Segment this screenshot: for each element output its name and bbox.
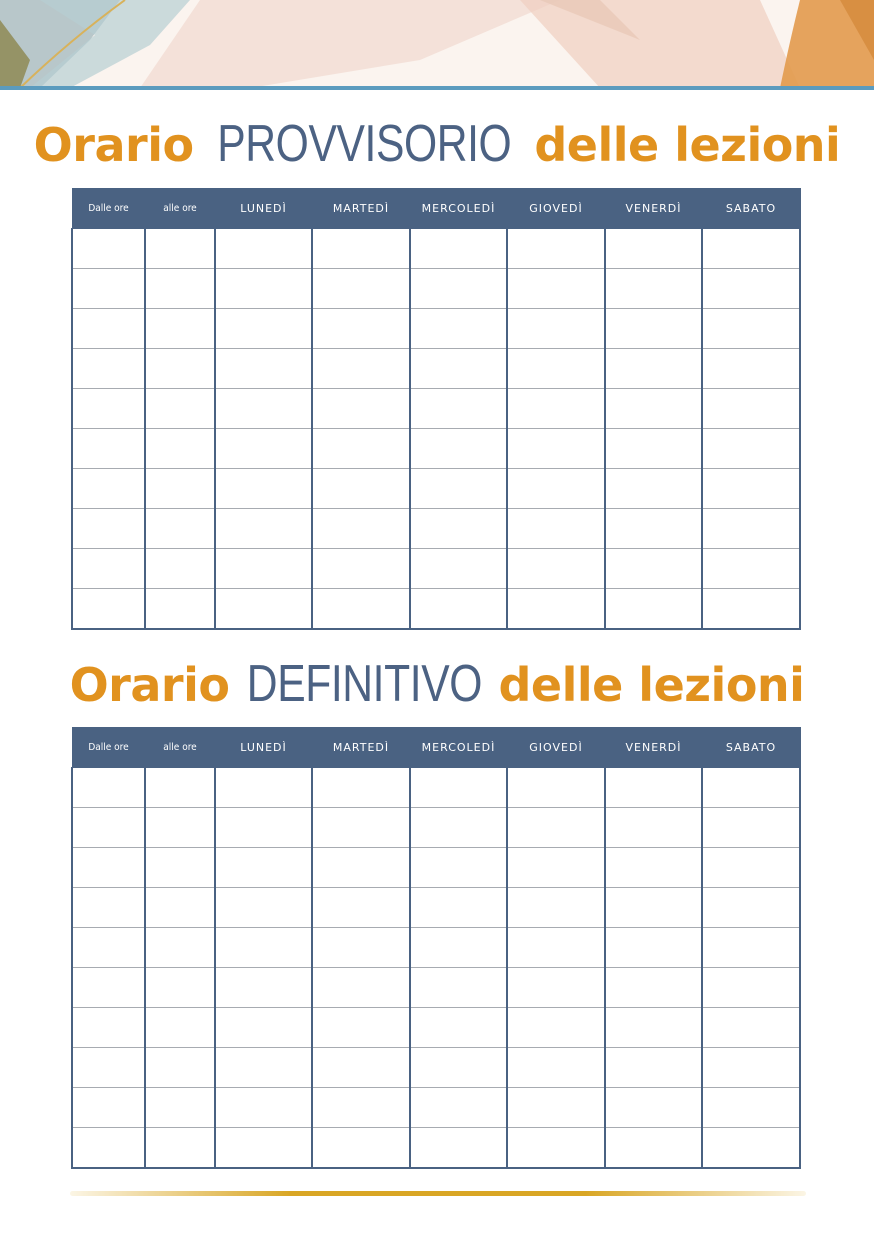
col-header-to: alle ore [145,728,215,768]
title-provisional [0,115,874,173]
cell-thursday[interactable] [507,549,605,589]
cell-thursday[interactable] [507,349,605,389]
cell-to[interactable] [145,1088,215,1128]
table-row [72,928,800,968]
cell-to[interactable] [145,848,215,888]
cell-thursday[interactable] [507,469,605,509]
cell-from[interactable] [72,469,145,509]
cell-to[interactable] [145,469,215,509]
cell-to[interactable] [145,768,215,808]
title-definitive [0,655,874,713]
title-provisional-pre: Orario [33,118,194,172]
cell-wednesday[interactable] [410,309,507,349]
title-definitive-main: DEFINITIVO [246,655,482,713]
cell-monday[interactable] [215,269,312,309]
cell-from[interactable] [72,429,145,469]
watercolor-banner [0,0,874,92]
cell-thursday[interactable] [507,848,605,888]
cell-monday[interactable] [215,229,312,269]
cell-from[interactable] [72,229,145,269]
cell-tuesday[interactable] [312,429,410,469]
col-header-wednesday: MERCOLEDÌ [410,189,507,229]
cell-wednesday[interactable] [410,968,507,1008]
cell-monday[interactable] [215,589,312,630]
table-row [72,509,800,549]
cell-from[interactable] [72,768,145,808]
table-row [72,589,800,630]
table-row [72,429,800,469]
cell-saturday[interactable] [702,888,800,928]
col-header-friday: VENERDÌ [605,189,702,229]
cell-from[interactable] [72,848,145,888]
col-header-friday: VENERDÌ [605,728,702,768]
cell-saturday[interactable] [702,349,800,389]
cell-monday[interactable] [215,309,312,349]
cell-friday[interactable] [605,349,702,389]
cell-monday[interactable] [215,848,312,888]
cell-wednesday[interactable] [410,389,507,429]
cell-tuesday[interactable] [312,848,410,888]
cell-thursday[interactable] [507,928,605,968]
cell-saturday[interactable] [702,1008,800,1048]
cell-tuesday[interactable] [312,589,410,630]
cell-saturday[interactable] [702,848,800,888]
cell-wednesday[interactable] [410,848,507,888]
title-provisional-main: PROVVISORIO [216,115,511,173]
cell-from[interactable] [72,269,145,309]
cell-from[interactable] [72,589,145,630]
cell-wednesday[interactable] [410,888,507,928]
cell-from[interactable] [72,549,145,589]
cell-monday[interactable] [215,1008,312,1048]
cell-friday[interactable] [605,269,702,309]
cell-tuesday[interactable] [312,269,410,309]
cell-tuesday[interactable] [312,389,410,429]
cell-to[interactable] [145,808,215,848]
cell-thursday[interactable] [507,768,605,808]
cell-saturday[interactable] [702,429,800,469]
cell-to[interactable] [145,589,215,630]
cell-saturday[interactable] [702,589,800,630]
cell-wednesday[interactable] [410,549,507,589]
cell-to[interactable] [145,549,215,589]
cell-friday[interactable] [605,509,702,549]
table-row [72,389,800,429]
cell-wednesday[interactable] [410,229,507,269]
cell-thursday[interactable] [507,309,605,349]
table-row [72,808,800,848]
title-provisional-post: delle lezioni [534,118,841,172]
cell-monday[interactable] [215,1128,312,1169]
cell-wednesday[interactable] [410,928,507,968]
cell-monday[interactable] [215,768,312,808]
table-row [72,269,800,309]
cell-monday[interactable] [215,1048,312,1088]
cell-thursday[interactable] [507,429,605,469]
cell-to[interactable] [145,509,215,549]
cell-to[interactable] [145,389,215,429]
cell-thursday[interactable] [507,1128,605,1169]
cell-saturday[interactable] [702,549,800,589]
table-row [72,309,800,349]
cell-friday[interactable] [605,309,702,349]
cell-to[interactable] [145,269,215,309]
col-header-from: Dalle ore [72,728,145,768]
table-row [72,848,800,888]
cell-tuesday[interactable] [312,768,410,808]
cell-from[interactable] [72,1008,145,1048]
cell-thursday[interactable] [507,269,605,309]
cell-to[interactable] [145,229,215,269]
cell-monday[interactable] [215,968,312,1008]
cell-thursday[interactable] [507,509,605,549]
cell-friday[interactable] [605,848,702,888]
cell-tuesday[interactable] [312,349,410,389]
cell-friday[interactable] [605,389,702,429]
cell-wednesday[interactable] [410,429,507,469]
cell-friday[interactable] [605,1048,702,1088]
cell-friday[interactable] [605,1128,702,1169]
col-header-saturday: SABATO [702,189,800,229]
cell-wednesday[interactable] [410,469,507,509]
cell-tuesday[interactable] [312,888,410,928]
cell-friday[interactable] [605,1008,702,1048]
cell-thursday[interactable] [507,389,605,429]
cell-friday[interactable] [605,229,702,269]
table-row [72,888,800,928]
cell-to[interactable] [145,1008,215,1048]
cell-saturday[interactable] [702,309,800,349]
cell-monday[interactable] [215,349,312,389]
cell-thursday[interactable] [507,888,605,928]
cell-from[interactable] [72,1048,145,1088]
cell-saturday[interactable] [702,229,800,269]
cell-to[interactable] [145,349,215,389]
table-row [72,968,800,1008]
cell-saturday[interactable] [702,469,800,509]
cell-monday[interactable] [215,429,312,469]
cell-tuesday[interactable] [312,549,410,589]
cell-tuesday[interactable] [312,928,410,968]
cell-friday[interactable] [605,968,702,1008]
cell-from[interactable] [72,509,145,549]
cell-friday[interactable] [605,1088,702,1128]
cell-from[interactable] [72,968,145,1008]
table-row [72,349,800,389]
col-header-wednesday: MERCOLEDÌ [410,728,507,768]
cell-tuesday[interactable] [312,469,410,509]
cell-friday[interactable] [605,469,702,509]
cell-to[interactable] [145,1128,215,1169]
cell-wednesday[interactable] [410,349,507,389]
col-header-thursday: GIOVEDÌ [507,728,605,768]
cell-from[interactable] [72,309,145,349]
definitive-schedule-table [71,727,801,1169]
cell-from[interactable] [72,808,145,848]
cell-saturday[interactable] [702,1088,800,1128]
cell-thursday[interactable] [507,1048,605,1088]
cell-saturday[interactable] [702,768,800,808]
cell-monday[interactable] [215,888,312,928]
cell-saturday[interactable] [702,928,800,968]
cell-friday[interactable] [605,768,702,808]
cell-tuesday[interactable] [312,1088,410,1128]
cell-tuesday[interactable] [312,968,410,1008]
cell-tuesday[interactable] [312,1008,410,1048]
title-definitive-post: delle lezioni [498,658,805,712]
col-header-monday: LUNEDÌ [215,728,312,768]
provisional-schedule-table [71,188,801,630]
cell-to[interactable] [145,968,215,1008]
cell-thursday[interactable] [507,1008,605,1048]
cell-saturday[interactable] [702,808,800,848]
cell-saturday[interactable] [702,509,800,549]
table-row [72,229,800,269]
cell-to[interactable] [145,1048,215,1088]
table-row [72,1128,800,1169]
cell-wednesday[interactable] [410,1088,507,1128]
cell-from[interactable] [72,349,145,389]
footer-divider [70,1191,806,1196]
cell-wednesday[interactable] [410,509,507,549]
table-row [72,1048,800,1088]
cell-saturday[interactable] [702,1128,800,1169]
cell-from[interactable] [72,888,145,928]
cell-saturday[interactable] [702,968,800,1008]
cell-monday[interactable] [215,389,312,429]
header-row [72,728,800,768]
cell-thursday[interactable] [507,968,605,1008]
cell-thursday[interactable] [507,1088,605,1128]
cell-friday[interactable] [605,589,702,630]
col-header-to: alle ore [145,189,215,229]
cell-wednesday[interactable] [410,589,507,630]
cell-from[interactable] [72,928,145,968]
col-header-monday: LUNEDÌ [215,189,312,229]
cell-to[interactable] [145,888,215,928]
cell-to[interactable] [145,309,215,349]
cell-tuesday[interactable] [312,1048,410,1088]
cell-friday[interactable] [605,549,702,589]
cell-monday[interactable] [215,509,312,549]
cell-monday[interactable] [215,928,312,968]
col-header-thursday: GIOVEDÌ [507,189,605,229]
table-row [72,1008,800,1048]
cell-saturday[interactable] [702,269,800,309]
cell-tuesday[interactable] [312,309,410,349]
cell-from[interactable] [72,389,145,429]
cell-tuesday[interactable] [312,509,410,549]
cell-saturday[interactable] [702,389,800,429]
cell-tuesday[interactable] [312,1128,410,1169]
cell-from[interactable] [72,1088,145,1128]
cell-friday[interactable] [605,429,702,469]
cell-wednesday[interactable] [410,768,507,808]
cell-saturday[interactable] [702,1048,800,1088]
cell-wednesday[interactable] [410,1048,507,1088]
cell-monday[interactable] [215,549,312,589]
cell-from[interactable] [72,1128,145,1169]
cell-to[interactable] [145,928,215,968]
cell-monday[interactable] [215,1088,312,1128]
table-row [72,549,800,589]
cell-thursday[interactable] [507,589,605,630]
cell-friday[interactable] [605,888,702,928]
col-header-from: Dalle ore [72,189,145,229]
cell-wednesday[interactable] [410,269,507,309]
cell-monday[interactable] [215,808,312,848]
cell-thursday[interactable] [507,808,605,848]
title-definitive-pre: Orario [69,658,230,712]
cell-to[interactable] [145,429,215,469]
cell-friday[interactable] [605,808,702,848]
cell-wednesday[interactable] [410,1128,507,1169]
table-row [72,1088,800,1128]
table-row [72,768,800,808]
table-row [72,469,800,509]
header-row [72,189,800,229]
cell-wednesday[interactable] [410,1008,507,1048]
col-header-saturday: SABATO [702,728,800,768]
cell-tuesday[interactable] [312,808,410,848]
col-header-tuesday: MARTEDÌ [312,189,410,229]
col-header-tuesday: MARTEDÌ [312,728,410,768]
cell-wednesday[interactable] [410,808,507,848]
cell-friday[interactable] [605,928,702,968]
cell-tuesday[interactable] [312,229,410,269]
cell-thursday[interactable] [507,229,605,269]
cell-monday[interactable] [215,469,312,509]
